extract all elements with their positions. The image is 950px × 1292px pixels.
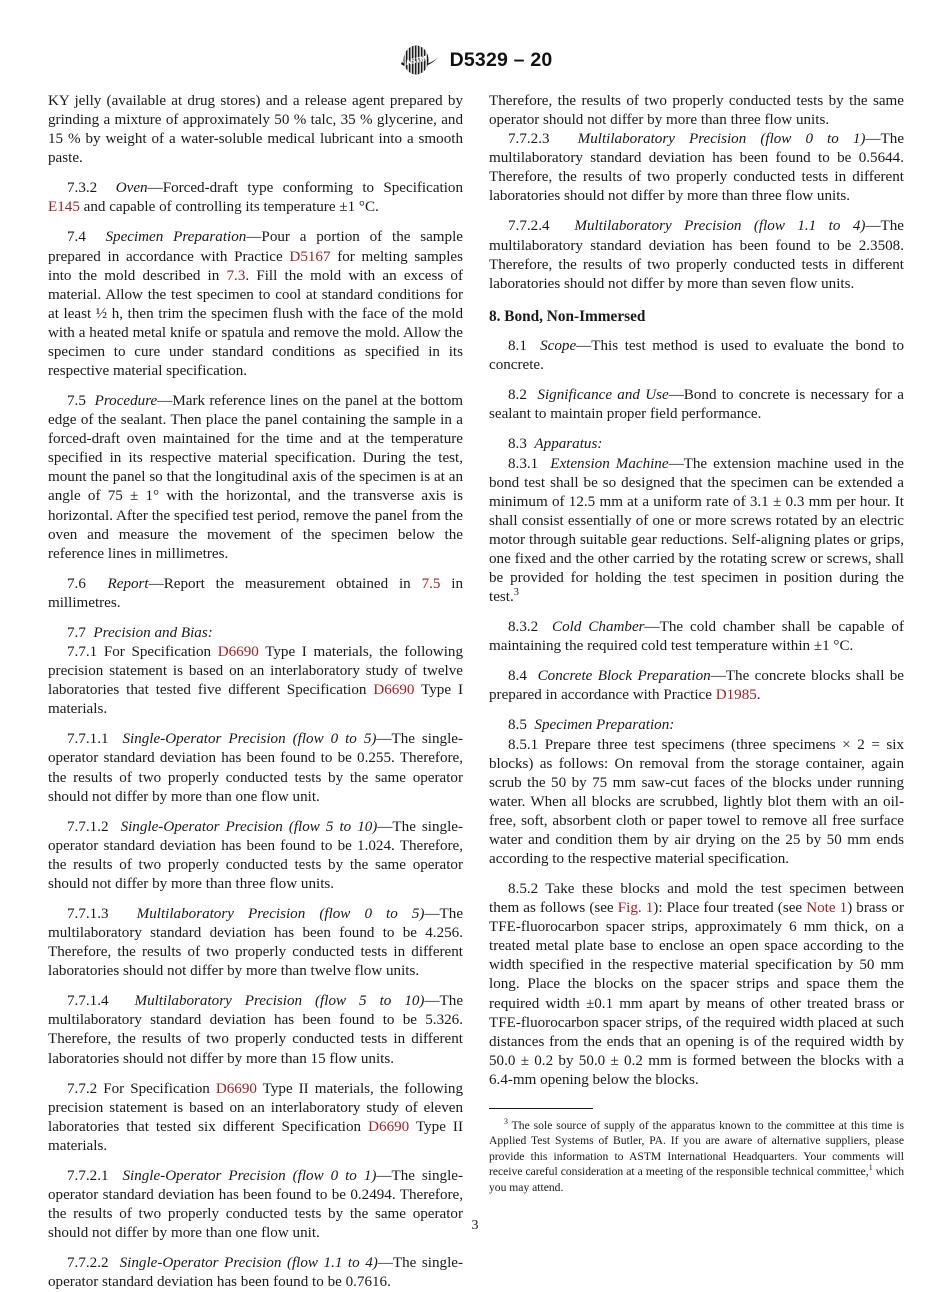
para-title: Single-Operator Precision (flow 1.1 to 4) bbox=[119, 1255, 378, 1272]
para-number: 7.7.2.2 bbox=[67, 1255, 109, 1272]
para-number: 7.7.2 bbox=[67, 1080, 98, 1097]
para-number: 8.3.1 bbox=[508, 455, 539, 472]
para-7-7-1-3: 7.7.1.3 Multilaboratory Precision (flow 0 to 5)—The multilaboratory standard deviation has been found to be 4.256. Therefore, the results of two properly conducted tests in different laboratories should not differ by more than twelve flow units. bbox=[48, 905, 464, 980]
link-e145[interactable]: E145 bbox=[48, 199, 80, 216]
para-8-5 bbox=[489, 716, 904, 735]
para-title: Procedure bbox=[94, 393, 158, 410]
para-7-7-1-1: 7.7.1.1 Single-Operator Precision (flow 0 to 5)—The single-operator standard deviation has been found to be 0.255. Therefore, the results of two properly conducted tests by the same operator should not differ by more than one flow unit. bbox=[48, 731, 463, 805]
para-7-7-1-4: 7.7.1.4 Multilaboratory Precision (flow 5 to 10)—The multilaboratory standard deviation has been found to be 5.326. Therefore, the results of two properly conducted tests in different laboratories should not differ by more than 15 flow units. bbox=[48, 993, 464, 1067]
para-number: 7.3.2 bbox=[67, 180, 98, 197]
para-7-7-2: 7.7.2 For Specification D6690 Type II materials, the following precision statement is based on an interlaboratory study of eleven laboratories that tested six different Specification D6690 Type II materials. bbox=[48, 1080, 463, 1154]
link-fig-1[interactable]: Fig. 1 bbox=[617, 900, 654, 917]
para-title: Multilaboratory Precision (flow 5 to 10) bbox=[134, 993, 425, 1010]
para-7-5: 7.5 Procedure—Mark reference lines on the panel at the bottom edge of the sealant. Then place the panel containing the sample in a forced-draft oven maintained for the time and at the temperature specified in its respective material specification. During the test, mount the panel so that the longitudinal axis of the specimen is at an angle of 75 ± 1° with the horizontal, and the transverse axis is horizontal. After the specified test period, remove the panel from the oven and measure the movement of the specimen below the reference lines in millimetres. bbox=[48, 393, 463, 562]
para-number: 7.7.1.4 bbox=[67, 993, 109, 1010]
para-number: 7.7.2.1 bbox=[67, 1167, 109, 1184]
para-title: Single-Operator Precision (flow 0 to 5) bbox=[122, 731, 377, 748]
para-7-7-2-1: 7.7.2.1 Single-Operator Precision (flow 0 to 1)—The single-operator standard deviation has been found to be 0.2494. Therefore, the results of two properly conducted tests by the same operator should not differ by more than one flow unit. bbox=[48, 1167, 463, 1242]
astm-logo-icon bbox=[398, 44, 440, 76]
para-title: Scope bbox=[540, 338, 577, 355]
svg-text:ASTM: ASTM bbox=[404, 53, 428, 68]
para-number: 7.5 bbox=[67, 393, 86, 410]
para-number: 7.6 bbox=[67, 575, 86, 592]
para-8-5-1: 8.5.1 Prepare three test specimens (three specimens × 2 = six blocks) as follows: On removal from the storage container, again scrub the 50 by 75 mm saw-cut faces of the blocks under running water. When all blocks are scrubbed, lightly blot them with an oil-free, soft, absorbent cloth or paper towel to remove all free surface water and condition them by air drying on the 25 by 50 mm ends according to the respective material specification. bbox=[489, 736, 904, 867]
section-heading-8: 8. Bond, Non-Immersed bbox=[489, 307, 646, 325]
para-number: 7.7.2.3 bbox=[508, 131, 550, 148]
para-title: Multilaboratory Precision (flow 1.1 to 4) bbox=[574, 218, 866, 235]
para-7-7-2-2-continued: Therefore, the results of two properly conducted tests by the same operator should not differ by more than three flow units. bbox=[489, 93, 904, 129]
para-number: 7.7.1 bbox=[67, 644, 98, 661]
para-7-6: 7.6 Report—Report the measurement obtained in 7.5 in millimetres. bbox=[48, 575, 464, 611]
para-7-7-2-4: 7.7.2.4 Multilaboratory Precision (flow 1.1 to 4)—The multilaboratory standard deviation has been found to be 2.3508. Therefore, the results of two properly conducted tests in different laboratories should not differ by more than seven flow units. bbox=[489, 218, 904, 292]
para-title: Concrete Block Preparation bbox=[537, 668, 711, 685]
para-number: 7.7.1.3 bbox=[67, 905, 109, 922]
para-7-7-1: 7.7.1 For Specification D6690 Type I materials, the following precision statement is based on an interlaboratory study of twelve laboratories that tested five different Specification D6690 Type I materials. bbox=[48, 644, 463, 718]
para-7-4: 7.4 Specimen Preparation—Pour a portion of the sample prepared in accordance with Practice D5167 for melting samples into the mold described in 7.3. Fill the mold with an excess of material. Allow the test specimen to cool at standard conditions for at least ½ h, then trim the specimen flush with the face of the mold with a heated metal knife or spatula and remove the mold. Allow the specimen to cure under standard conditions as specified in its respective material specification. bbox=[48, 229, 464, 380]
left-column bbox=[48, 92, 463, 1292]
para-number: 8.1 bbox=[508, 338, 527, 355]
para-8-1: 8.1 Scope—This test method is used to evaluate the bond to concrete. bbox=[489, 338, 904, 374]
footnote-inner-marker: 1 bbox=[868, 1163, 873, 1173]
para-number: 8.3.2 bbox=[508, 619, 539, 636]
para-number: 8.5 bbox=[508, 717, 527, 734]
para-7-7 bbox=[48, 624, 463, 643]
para-title: Oven bbox=[115, 180, 148, 197]
para-8-2: 8.2 Significance and Use—Bond to concrete is necessary for a sealant to maintain proper field performance. bbox=[489, 387, 904, 423]
para-title: Specimen Preparation: bbox=[534, 717, 675, 734]
para-number: 7.7.1.2 bbox=[67, 818, 109, 835]
para-number: 7.7.2.4 bbox=[508, 218, 550, 235]
para-number: 8.5.1 bbox=[508, 736, 539, 753]
link-d6690[interactable]: D6690 bbox=[368, 1118, 410, 1135]
page-number: 3 bbox=[471, 1218, 479, 1233]
footnote-marker: 3 bbox=[504, 1117, 508, 1127]
para-8-3-1: 8.3.1 Extension Machine—The extension machine used in the bond test shall be so designed that the specimen can be extended a minimum of 12.5 mm at a uniform rate of 3.1 ± 0.3 mm per hour. It shall consist essentially of one or more screws rotated by an electric motor through suitable gear reductions. Self-aligning plates or grips, one fixed and the other carried by the rotating screw or screws, shall be provided for holding the test specimen in position during the test.$^3$ bbox=[489, 455, 905, 606]
para-8-5-2: 8.5.2 Take these blocks and mold the test specimen between them as follows (see Fig. 1): Place four treated (see Note 1) brass or TFE-fluorocarbon spacer strips, approximately 6 mm thick, on a treated metal plate base to enclose an open space according to the width specified in the respective material specification by 50 mm long. Place the blocks on the spacer strips and space them the required width ±0.1 mm apart by means of other treated brass or TFE-fluorocarbon spacer strips, of the required width placed at such distances from the ends that an opening is of the required width by 50.0 ± 0.2 by 50.0 ± 0.2 mm is formed between the blocks with a 6.4-mm opening below the blocks. bbox=[489, 881, 905, 1088]
para-title: Extension Machine bbox=[550, 455, 669, 472]
para-8-4: 8.4 Concrete Block Preparation—The concrete blocks shall be prepared in accordance with Practice D1985. bbox=[489, 668, 904, 704]
page-header bbox=[0, 44, 950, 76]
para-8-3 bbox=[489, 435, 904, 454]
para-7-3-2: 7.3.2 Oven—Forced-draft type conforming to Specification E145 and capable of controlling its temperature ±1 °C. bbox=[48, 180, 463, 216]
para-7-7-2-2: 7.7.2.2 Single-Operator Precision (flow 1.1 to 4)—The single-operator standard deviation has been found to be 0.7616. bbox=[48, 1255, 464, 1291]
footnote-block bbox=[489, 1108, 904, 1195]
para-title: Cold Chamber bbox=[552, 619, 645, 636]
para-title: Single-Operator Precision (flow 0 to 1) bbox=[122, 1167, 377, 1184]
para-title: Multilaboratory Precision (flow 0 to 1) bbox=[577, 131, 866, 148]
para-title: Significance and Use bbox=[537, 387, 669, 404]
para-title: Report bbox=[107, 575, 149, 592]
para-title: Precision and Bias: bbox=[93, 624, 213, 641]
link-7-5[interactable]: 7.5 bbox=[421, 575, 441, 592]
para-number: 8.2 bbox=[508, 387, 527, 404]
para-title: Single-Operator Precision (flow 5 to 10) bbox=[120, 818, 378, 835]
para-title: Multilaboratory Precision (flow 0 to 5) bbox=[136, 905, 425, 922]
link-note-1[interactable]: Note 1 bbox=[806, 900, 848, 917]
para-7-7-1-2: 7.7.1.2 Single-Operator Precision (flow 5 to 10)—The single-operator standard deviation has been found to be 1.024. Therefore, the results of two properly conducted tests by the same operator should not differ by more than three flow units. bbox=[48, 818, 463, 892]
link-7-3[interactable]: 7.3 bbox=[226, 267, 246, 284]
link-d1985[interactable]: D1985 bbox=[715, 687, 757, 704]
para-title: Specimen Preparation bbox=[105, 229, 247, 246]
standard-designation: D5329 – 20 bbox=[449, 48, 553, 71]
para-release-agent: KY jelly (available at drug stores) and a release agent prepared by grinding a mixture of approximately 50 % talc, 35 % glycerine, and 15 % by weight of a water-soluble medical lubricant into a smooth paste. bbox=[48, 93, 463, 167]
para-title: Apparatus: bbox=[534, 436, 603, 453]
para-number: 7.7.1.1 bbox=[67, 731, 109, 748]
para-number: 8.5.2 bbox=[508, 881, 539, 898]
link-d5167[interactable]: D5167 bbox=[289, 248, 331, 265]
para-7-7-2-3: 7.7.2.3 Multilaboratory Precision (flow 0 to 1)—The multilaboratory standard deviation has been found to be 0.5644. Therefore, the results of two properly conducted tests in different laboratories should not differ by more than three flow units. bbox=[489, 131, 905, 205]
para-8-3-2: 8.3.2 Cold Chamber—The cold chamber shall be capable of maintaining the required cold test temperature within ±1 °C. bbox=[489, 619, 904, 655]
footnote-divider bbox=[489, 1108, 593, 1109]
footnote-3: $^3$ The sole source of supply of the apparatus known to the committee at this time is Applied Test Systems of Butler, PA. If you are aware of alternative suppliers, please provide this information to ASTM International Headquarters. Your comments will receive careful consideration at a meeting of the responsible technical committee,$^1$ which you may attend. bbox=[489, 1117, 905, 1194]
link-d6690[interactable]: D6690 bbox=[217, 644, 259, 661]
para-number: 7.7 bbox=[67, 624, 86, 641]
para-number: 8.3 bbox=[508, 436, 527, 453]
link-d6690[interactable]: D6690 bbox=[373, 682, 415, 699]
footnote-reference-3[interactable]: 3 bbox=[513, 587, 519, 599]
para-number: 7.4 bbox=[67, 229, 86, 246]
para-number: 8.4 bbox=[508, 668, 527, 685]
link-d6690[interactable]: D6690 bbox=[215, 1080, 257, 1097]
